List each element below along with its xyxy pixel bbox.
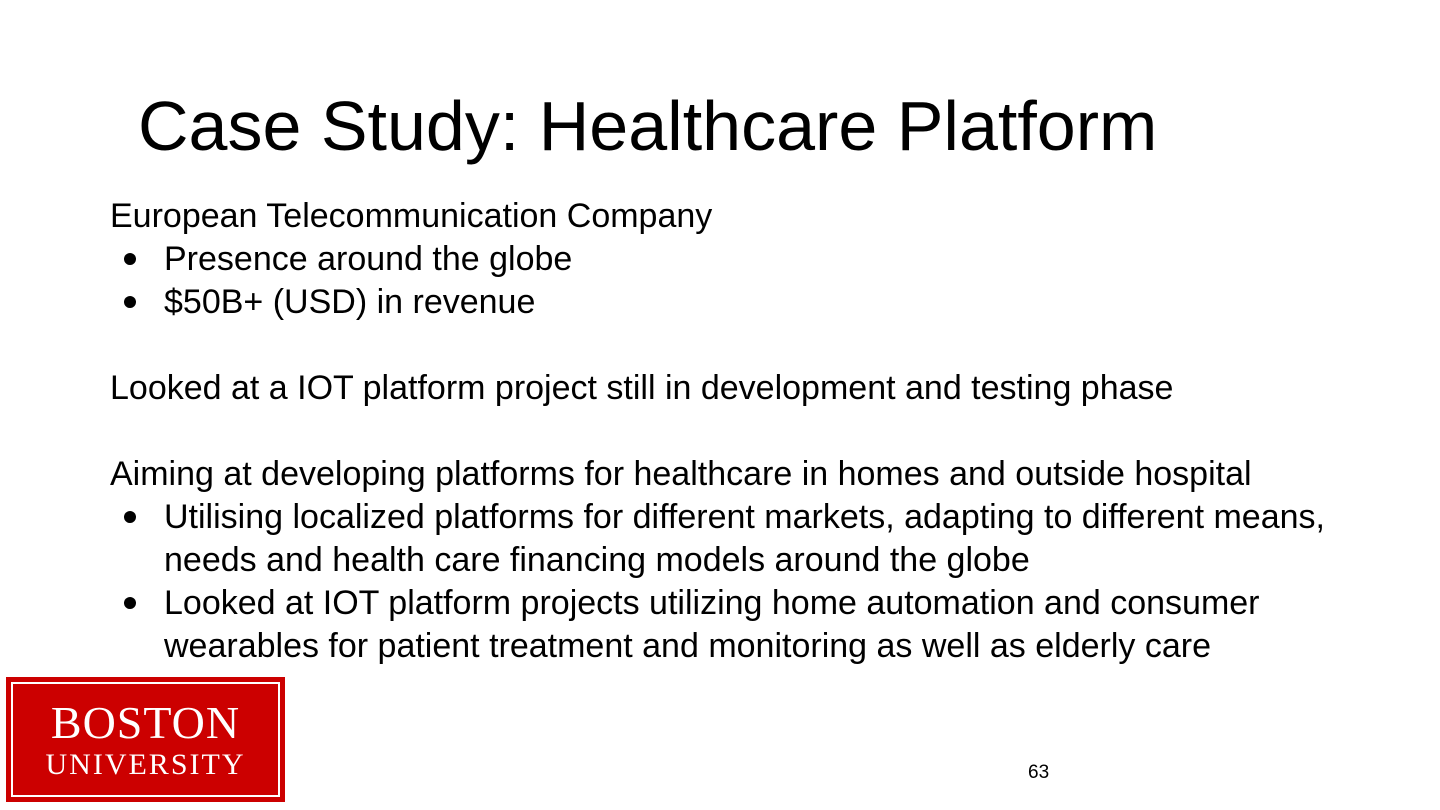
bullet-item (110, 281, 1360, 324)
bullet-item (110, 238, 1360, 281)
bullet-list-healthcare (110, 496, 1360, 668)
bullet-item (110, 582, 1360, 668)
bullet-text: Looked at IOT platform projects utilizing home automation and consumer wearables for patient treatment and monitoring as well as elderly care (164, 584, 1260, 665)
bullet-icon (124, 511, 136, 523)
spacer (110, 410, 1360, 453)
bullet-icon (124, 597, 136, 609)
logo-text-university: UNIVERSITY (45, 747, 246, 781)
bullet-text: $50B+ (USD) in revenue (164, 283, 536, 321)
bullet-item (110, 496, 1360, 582)
bullet-icon (124, 253, 136, 265)
slide-title: Case Study: Healthcare Platform (138, 87, 1158, 165)
page-number: 63 (1028, 762, 1050, 783)
boston-university-logo (6, 677, 285, 802)
logo-text-boston: BOSTON (50, 696, 241, 748)
bullet-text: Utilising localized platforms for different markets, adapting to different means, needs and health care financing models around the globe (164, 498, 1325, 579)
logo-border (11, 682, 280, 797)
spacer (110, 324, 1360, 367)
slide-body (110, 195, 1360, 668)
bullet-list-company (110, 238, 1360, 324)
section-heading-company: European Telecommunication Company (110, 197, 713, 235)
bullet-text: Presence around the globe (164, 240, 573, 278)
bullet-icon (124, 296, 136, 308)
section-heading-healthcare: Aiming at developing platforms for healthcare in homes and outside hospital (110, 455, 1252, 493)
section-heading-iot: Looked at a IOT platform project still in development and testing phase (110, 369, 1174, 407)
